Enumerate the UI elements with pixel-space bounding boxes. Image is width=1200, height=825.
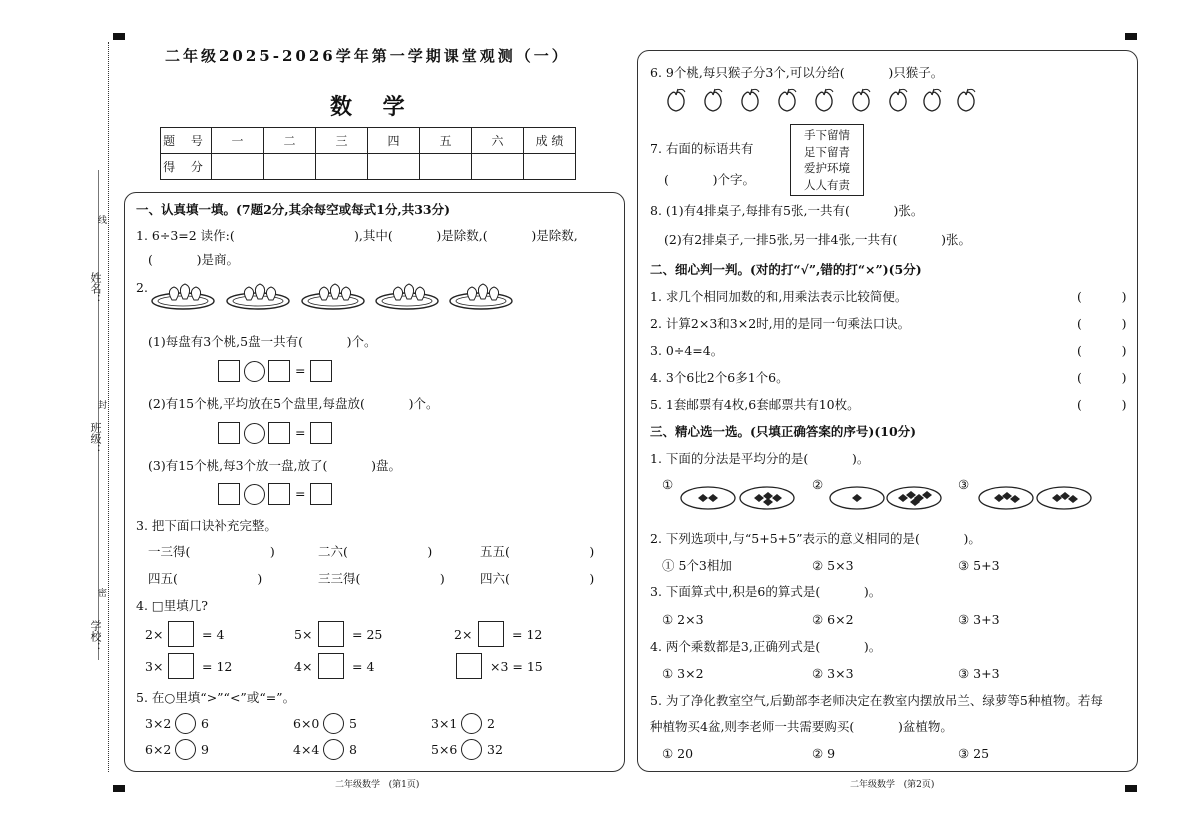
- score-cell: 成 绩: [524, 128, 576, 154]
- choice-1-question: 1. 下面的分法是平均分的是( )。: [650, 451, 870, 466]
- q1-line-2: ( )是商。: [148, 252, 239, 267]
- equals-sign: =: [295, 363, 306, 378]
- left-panel: [124, 192, 625, 772]
- page-2-footer: 二年级数学 (第2页): [850, 780, 935, 790]
- plate-of-peaches-icon: [150, 282, 216, 310]
- answer-box[interactable]: [268, 483, 290, 505]
- dish-with-items-icon: [886, 485, 942, 511]
- choice-option: ③ 3+3: [958, 612, 1000, 627]
- answer-box[interactable]: [168, 653, 194, 679]
- q4-prefix: 4×: [294, 659, 313, 674]
- choice-option: ③ 25: [958, 746, 990, 761]
- q5-right: 8: [349, 742, 357, 757]
- name-label: 姓名：: [89, 272, 102, 305]
- compare-circle[interactable]: [175, 713, 196, 734]
- peach-icon: [812, 87, 836, 113]
- peach-icon: [738, 87, 762, 113]
- choice-2-question: 2. 下列选项中,与“5+5+5”表示的意义相同的是( )。: [650, 531, 981, 546]
- score-cell: 一: [212, 128, 264, 154]
- registration-mark: [113, 33, 125, 40]
- compare-circle[interactable]: [323, 713, 344, 734]
- q5-right: 2: [487, 716, 495, 731]
- q7-text: 7. 右面的标语共有: [650, 141, 754, 156]
- choice-5-question: 5. 为了净化教室空气,后勤部李老师决定在教室内摆放吊兰、绿萝等5种植物。若每: [650, 693, 1103, 708]
- answer-box[interactable]: [310, 422, 332, 444]
- q5-left: 3×2: [145, 716, 172, 731]
- school-label: 学校：: [89, 620, 102, 653]
- answer-box[interactable]: [318, 621, 344, 647]
- rhyme-item: 二六( ): [318, 544, 433, 559]
- choice-option: ② 5×3: [812, 558, 854, 573]
- score-cell: [264, 154, 316, 180]
- registration-mark: [1125, 33, 1137, 40]
- q4-suffix: ×3 = 15: [490, 659, 543, 674]
- dish-with-items-icon: [829, 485, 885, 511]
- choice-5-question-cont: 种植物买4盆,则李老师一共需要购买( )盆植物。: [650, 719, 953, 734]
- q5-left: 6×0: [293, 716, 320, 731]
- answer-box[interactable]: [268, 360, 290, 382]
- peach-icon: [886, 87, 910, 113]
- dish-with-items-icon: [1036, 485, 1092, 511]
- option-marker: ②: [812, 477, 824, 492]
- peach-icon: [701, 87, 725, 113]
- class-label: 班级：: [89, 422, 102, 455]
- exam-title: 二年级2025-2026学年第一学期课堂观测（一）: [165, 47, 570, 65]
- peach-icon: [775, 87, 799, 113]
- q5-left: 5×6: [431, 742, 458, 757]
- answer-box[interactable]: [456, 653, 482, 679]
- slogan-sign: [790, 124, 864, 196]
- answer-box[interactable]: [218, 422, 240, 444]
- compare-circle[interactable]: [175, 739, 196, 760]
- q4-suffix: = 4: [352, 659, 375, 674]
- q2-number: 2.: [136, 280, 148, 295]
- choice-option: ① 5个3相加: [662, 558, 732, 573]
- q2-part-3: (3)有15个桃,每3个放一盘,放了( )盘。: [148, 458, 401, 473]
- operator-circle[interactable]: [244, 423, 265, 444]
- answer-box[interactable]: [318, 653, 344, 679]
- choice-option: ① 3×2: [662, 666, 704, 681]
- q2-part-2: (2)有15个桃,平均放在5个盘里,每盘放( )个。: [148, 396, 439, 411]
- operator-circle[interactable]: [244, 484, 265, 505]
- q8-part-1: 8. (1)有4排桌子,每排有5张,一共有( )张。: [650, 203, 924, 218]
- plate-of-peaches-icon: [374, 282, 440, 310]
- choice-option: ③ 3+3: [958, 666, 1000, 681]
- registration-mark: [113, 785, 125, 792]
- rhyme-item: 五五( ): [480, 544, 595, 559]
- score-table: [160, 127, 576, 180]
- score-cell: 得 分: [161, 154, 212, 180]
- answer-box[interactable]: [218, 360, 240, 382]
- choice-3-question: 3. 下面算式中,积是6的算式是( )。: [650, 584, 882, 599]
- q3-heading: 3. 把下面口诀补充完整。: [136, 518, 277, 533]
- dish-with-items-icon: [739, 485, 795, 511]
- q4-prefix: 2×: [145, 627, 164, 642]
- answer-box[interactable]: [478, 621, 504, 647]
- slogan-line: 足下留青: [804, 144, 850, 159]
- rhyme-item: 三三得( ): [318, 571, 445, 586]
- answer-box[interactable]: [310, 360, 332, 382]
- plate-of-peaches-icon: [225, 282, 291, 310]
- choice-option: ② 3×3: [812, 666, 854, 681]
- q2-part-1: (1)每盘有3个桃,5盘一共有( )个。: [148, 334, 377, 349]
- score-cell: [420, 154, 472, 180]
- dish-with-items-icon: [680, 485, 736, 511]
- judge-paren[interactable]: ( ): [1077, 289, 1127, 304]
- choice-option: ② 9: [812, 746, 836, 761]
- score-cell: [212, 154, 264, 180]
- judge-paren[interactable]: ( ): [1077, 343, 1127, 358]
- score-cell: 题 号: [161, 128, 212, 154]
- q4-prefix: 2×: [454, 627, 473, 642]
- q5-right: 9: [201, 742, 209, 757]
- q5-right: 32: [487, 742, 503, 757]
- q4-suffix: = 12: [512, 627, 543, 642]
- choice-option: ① 2×3: [662, 612, 704, 627]
- section-1-heading: 一、认真填一填。(7题2分,其余每空或每式1分,共33分): [136, 202, 451, 217]
- q1-line-1: 1. 6÷3=2 读作:( ),其中( )是除数,( )是除数,: [136, 228, 578, 243]
- binding-solid-line: [98, 170, 99, 660]
- peach-icon: [849, 87, 873, 113]
- peach-icon: [664, 87, 688, 113]
- answer-box[interactable]: [168, 621, 194, 647]
- judge-item: 1. 求几个相同加数的和,用乘法表示比较简便。: [650, 289, 908, 304]
- slogan-line: 人人有责: [804, 177, 850, 192]
- subject-title: 数 学: [330, 94, 405, 120]
- choice-option: ② 6×2: [812, 612, 854, 627]
- compare-circle[interactable]: [461, 739, 482, 760]
- choice-option: ① 20: [662, 746, 694, 761]
- score-cell: [524, 154, 576, 180]
- plate-of-peaches-icon: [300, 282, 366, 310]
- judge-paren[interactable]: ( ): [1077, 397, 1127, 412]
- judge-paren[interactable]: ( ): [1077, 316, 1127, 331]
- binding-dotted-line: [108, 42, 109, 772]
- score-cell: 四: [368, 128, 420, 154]
- rhyme-item: 四六( ): [480, 571, 595, 586]
- slogan-line: 手下留情: [804, 128, 850, 142]
- q4-heading: 4. □里填几?: [136, 598, 208, 613]
- q6-text: 6. 9个桃,每只猴子分3个,可以分给( )只猴子。: [650, 65, 944, 80]
- equals-sign: =: [295, 425, 306, 440]
- plate-of-peaches-icon: [448, 282, 514, 310]
- q4-suffix: = 12: [202, 659, 233, 674]
- score-cell: [472, 154, 524, 180]
- q5-left: 4×4: [293, 742, 320, 757]
- q4-prefix: 5×: [294, 627, 313, 642]
- slogan-line: 爱护环境: [804, 161, 850, 175]
- rhyme-item: 四五( ): [148, 571, 263, 586]
- registration-mark: [1125, 785, 1137, 792]
- operator-circle[interactable]: [244, 361, 265, 382]
- q5-left: 6×2: [145, 742, 172, 757]
- judge-item: 2. 计算2×3和3×2时,用的是同一句乘法口诀。: [650, 316, 911, 331]
- compare-circle[interactable]: [461, 713, 482, 734]
- q4-prefix: 3×: [145, 659, 164, 674]
- q5-left: 3×1: [431, 716, 458, 731]
- compare-circle[interactable]: [323, 739, 344, 760]
- q7-answer: ( )个字。: [664, 172, 755, 187]
- equals-sign: =: [295, 486, 306, 501]
- judge-paren[interactable]: ( ): [1077, 370, 1127, 385]
- peach-icon: [954, 87, 978, 113]
- rhyme-item: 一三得( ): [148, 544, 275, 559]
- q5-heading: 5. 在○里填“>”“<”或“=”。: [136, 690, 296, 705]
- judge-item: 5. 1套邮票有4枚,6套邮票共有10枚。: [650, 397, 860, 412]
- choice-option: ③ 5+3: [958, 558, 1000, 573]
- page-1-footer: 二年级数学 (第1页): [335, 780, 420, 790]
- score-cell: 六: [472, 128, 524, 154]
- judge-item: 4. 3个6比2个6多1个6。: [650, 370, 789, 385]
- line-mark: 线: [96, 215, 106, 224]
- score-cell: 三: [316, 128, 368, 154]
- option-marker: ③: [958, 477, 970, 492]
- q5-right: 5: [349, 716, 357, 731]
- dish-with-items-icon: [978, 485, 1034, 511]
- q4-suffix: = 4: [202, 627, 225, 642]
- section-3-heading: 三、精心选一选。(只填正确答案的序号)(10分): [650, 424, 917, 439]
- judge-item: 3. 0÷4=4。: [650, 343, 724, 358]
- answer-box[interactable]: [310, 483, 332, 505]
- seal-mark: 封: [96, 400, 106, 409]
- section-2-heading: 二、细心判一判。(对的打“√”,错的打“×”)(5分): [650, 262, 922, 277]
- q5-right: 6: [201, 716, 209, 731]
- score-cell: [368, 154, 420, 180]
- score-cell: [316, 154, 368, 180]
- q8-part-2: (2)有2排桌子,一排5张,另一排4张,一共有( )张。: [664, 232, 971, 247]
- choice-4-question: 4. 两个乘数都是3,正确列式是( )。: [650, 639, 882, 654]
- option-marker: ①: [662, 477, 674, 492]
- mi-mark: 密: [96, 588, 106, 597]
- score-cell: 五: [420, 128, 472, 154]
- score-cell: 二: [264, 128, 316, 154]
- peach-icon: [920, 87, 944, 113]
- answer-box[interactable]: [268, 422, 290, 444]
- answer-box[interactable]: [218, 483, 240, 505]
- q4-suffix: = 25: [352, 627, 383, 642]
